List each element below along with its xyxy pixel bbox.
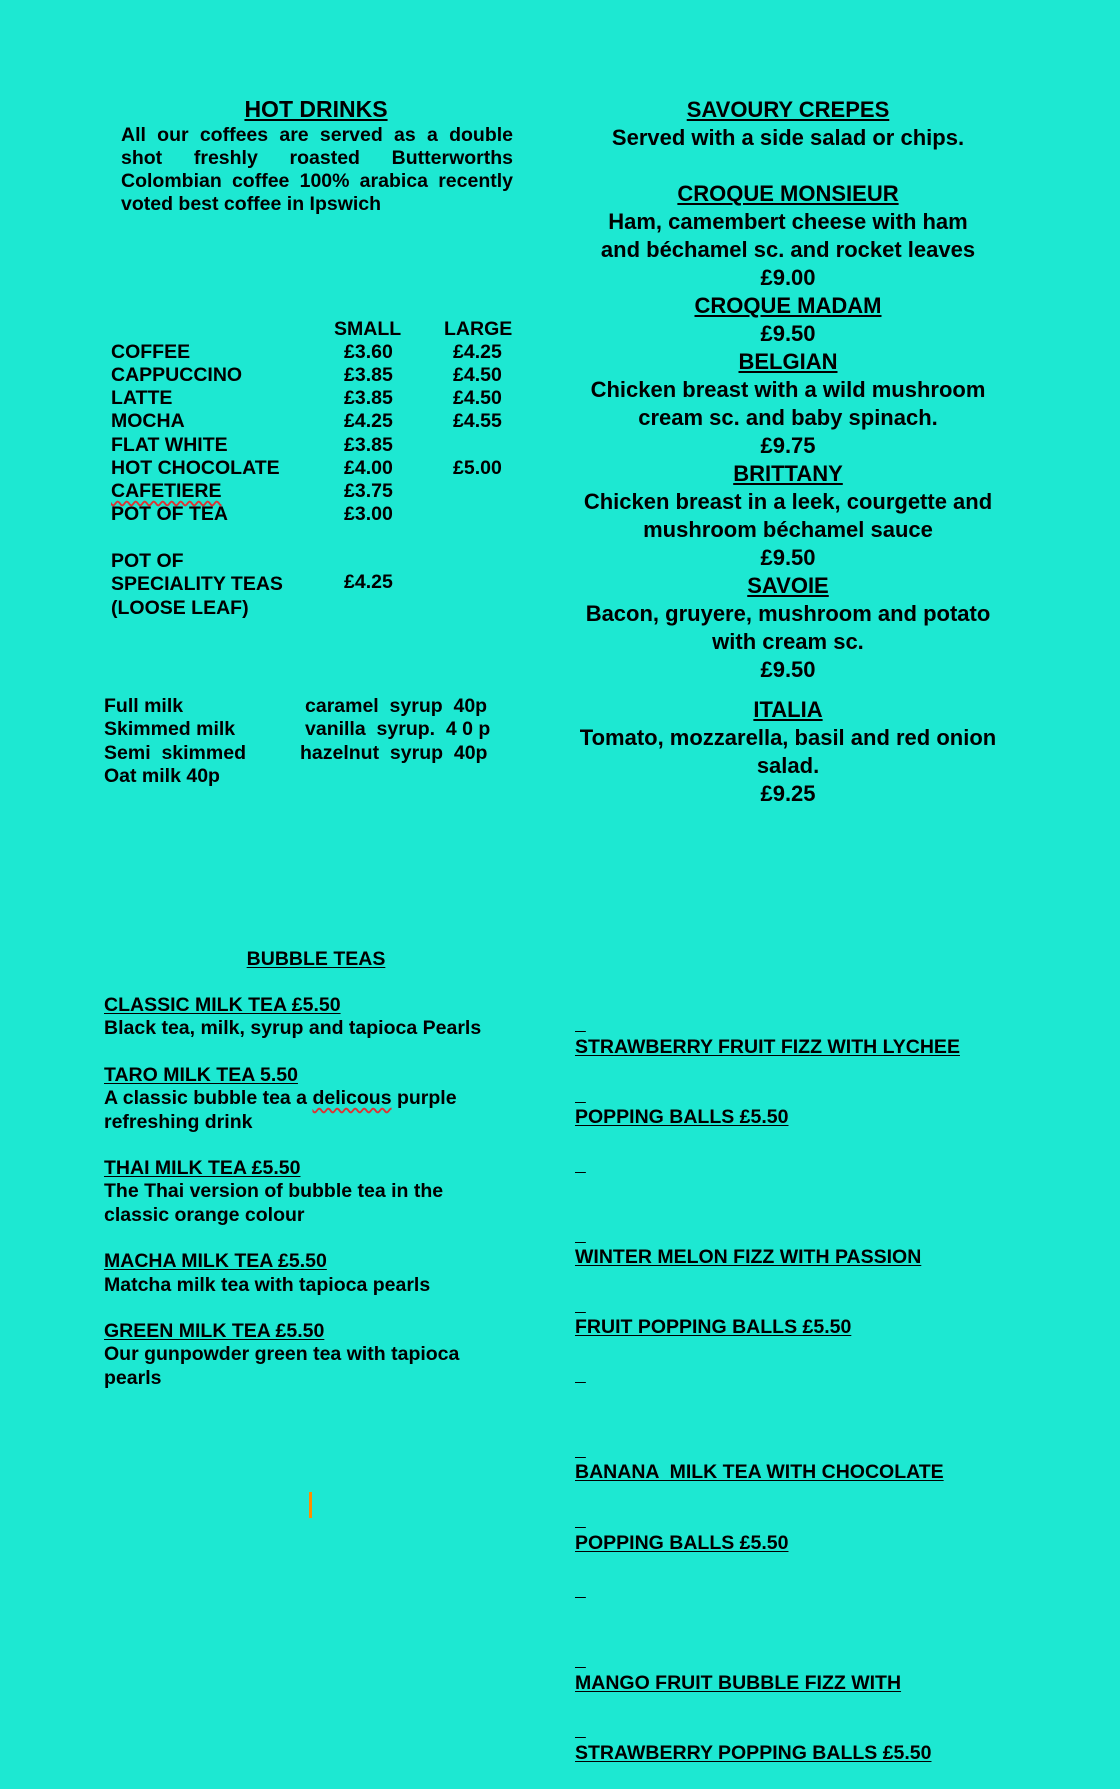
bubble-item-desc: refreshing drink: [104, 1110, 253, 1133]
crepe-desc: with cream sc.: [712, 629, 864, 654]
bubble-item-desc: [104, 1087, 524, 1110]
drink-large-price: £5.00: [453, 457, 502, 479]
bubble-fizz-line: MANGO FRUIT BUBBLE FIZZ WITH: [575, 1671, 902, 1694]
drink-name: CAPPUCCINO: [111, 364, 243, 386]
drink-name: LATTE: [111, 387, 173, 409]
bubble-item-desc: Matcha milk tea with tapioca pearls: [104, 1273, 431, 1296]
drink-name: POT OF TEA: [111, 503, 228, 525]
speciality-price: £4.25: [344, 571, 393, 593]
crepe-desc: Chicken breast in a leek, courgette and: [583, 489, 993, 514]
drink-small-price: £3.85: [344, 364, 393, 386]
crepe-desc: Ham, camembert cheese with ham: [608, 209, 968, 234]
bubble-item-name: MACHA MILK TEA £5.50: [104, 1250, 327, 1273]
bubble-item-name: TARO MILK TEA 5.50: [104, 1063, 298, 1086]
bubble-fizz-line: FRUIT POPPING BALLS £5.50: [575, 1316, 852, 1339]
milk-option: Skimmed milk: [104, 718, 236, 740]
bubble-item-name: THAI MILK TEA £5.50: [104, 1157, 301, 1180]
hot-drinks-title: HOT DRINKS: [244, 96, 388, 122]
bubble-right-list: [575, 989, 1035, 1789]
drink-name: COFFEE: [111, 341, 191, 363]
crepe-name: ITALIA: [753, 697, 823, 722]
col-large-header: LARGE: [444, 318, 513, 340]
desc-part: purple: [391, 1087, 457, 1110]
savoury-title: SAVOURY CREPES: [686, 97, 890, 122]
bubble-fizz-line: STRAWBERRY FRUIT FIZZ WITH LYCHEE: [575, 1035, 960, 1058]
bubble-item-name: CLASSIC MILK TEA £5.50: [104, 994, 341, 1016]
bubble-fizz-line: BANANA MILK TEA WITH CHOCOLATE: [575, 1461, 944, 1484]
bubble-left-list: [104, 994, 524, 1390]
crepe-price: £9.50: [760, 321, 816, 346]
milk-option: Semi skimmed: [104, 742, 246, 764]
crepe-name: CROQUE MONSIEUR: [677, 181, 899, 206]
drink-name: HOT CHOCOLATE: [111, 457, 280, 479]
crepe-name: BRITTANY: [733, 461, 843, 486]
milk-option: Full milk: [104, 695, 184, 717]
crepe-price: £9.00: [760, 265, 816, 290]
milk-option: Oat milk 40p: [104, 765, 220, 787]
spellcheck-word: CAFETIERE: [111, 480, 222, 502]
drink-small-price: £3.75: [344, 480, 393, 502]
desc-part: A classic bubble tea a: [104, 1087, 313, 1110]
syrup-option: vanilla syrup. 4 0 p: [305, 718, 491, 740]
drink-small-price: £3.85: [344, 387, 393, 409]
drink-small-price: £3.00: [344, 503, 393, 525]
crepe-desc: Chicken breast with a wild mushroom: [590, 377, 986, 402]
bubble-fizz-line: STRAWBERRY POPPING BALLS £5.50: [575, 1741, 932, 1764]
spellcheck-word: delicous: [312, 1087, 392, 1110]
savoury-section: [560, 96, 1016, 808]
bubble-teas-title: BUBBLE TEAS: [246, 948, 386, 970]
drink-small-price: £3.60: [344, 341, 393, 363]
crepe-price: £9.50: [760, 545, 816, 570]
crepe-name: BELGIAN: [738, 349, 838, 374]
speciality-line-1: POT OF: [111, 550, 184, 572]
syrup-option: caramel syrup 40p: [305, 695, 488, 717]
crepe-price: £9.50: [760, 657, 816, 682]
speciality-line-2: SPECIALITY TEAS: [111, 573, 283, 595]
crepe-desc: and béchamel sc. and rocket leaves: [600, 237, 976, 262]
drink-small-price: £3.85: [344, 434, 393, 456]
crepe-name: CROQUE MADAM: [694, 293, 882, 318]
crepe-desc: Bacon, gruyere, mushroom and potato: [585, 601, 991, 626]
drink-small-price: £4.00: [344, 457, 393, 479]
drink-large-price: £4.55: [453, 410, 502, 432]
savoury-subtitle: Served with a side salad or chips.: [611, 125, 965, 150]
bubble-fizz-line: POPPING BALLS £5.50: [575, 1531, 789, 1554]
speciality-line-3: (LOOSE LEAF): [111, 597, 249, 619]
bubble-item-desc: Black tea, milk, syrup and tapioca Pearls: [104, 1017, 482, 1040]
crepe-desc: Tomato, mozzarella, basil and red onion: [579, 725, 997, 750]
drink-large-price: £4.50: [453, 387, 502, 409]
bubble-item-desc: classic orange colour: [104, 1203, 305, 1226]
drink-large-price: £4.25: [453, 341, 502, 363]
crepe-desc: salad.: [756, 753, 820, 778]
drink-name: MOCHA: [111, 410, 185, 432]
drink-small-price: £4.25: [344, 410, 393, 432]
drink-name: FLAT WHITE: [111, 434, 228, 456]
text-cursor[interactable]: [309, 1492, 312, 1518]
drink-large-price: £4.50: [453, 364, 502, 386]
crepe-desc: cream sc. and baby spinach.: [638, 405, 938, 430]
bubble-fizz-line: WINTER MELON FIZZ WITH PASSION: [575, 1246, 922, 1269]
bubble-item-desc: pearls: [104, 1366, 162, 1389]
crepe-desc: mushroom béchamel sauce: [643, 517, 933, 542]
crepe-name: SAVOIE: [747, 573, 829, 598]
syrup-option: hazelnut syrup 40p: [300, 742, 488, 764]
bubble-item-desc: Our gunpowder green tea with tapioca: [104, 1343, 460, 1366]
hot-drinks-intro: All our coffees are served as a double shot freshly roasted Butterworths Colombian coffee 100% arabica recently voted best coffee in Ipswich: [121, 124, 513, 215]
bubble-fizz-line: POPPING BALLS £5.50: [575, 1106, 789, 1129]
bubble-item-name: GREEN MILK TEA £5.50: [104, 1320, 325, 1343]
drink-name: [111, 480, 222, 503]
crepe-price: £9.75: [760, 433, 816, 458]
bubble-item-desc: The Thai version of bubble tea in the: [104, 1180, 444, 1203]
crepe-price: £9.25: [760, 781, 816, 806]
col-small-header: SMALL: [334, 318, 402, 340]
